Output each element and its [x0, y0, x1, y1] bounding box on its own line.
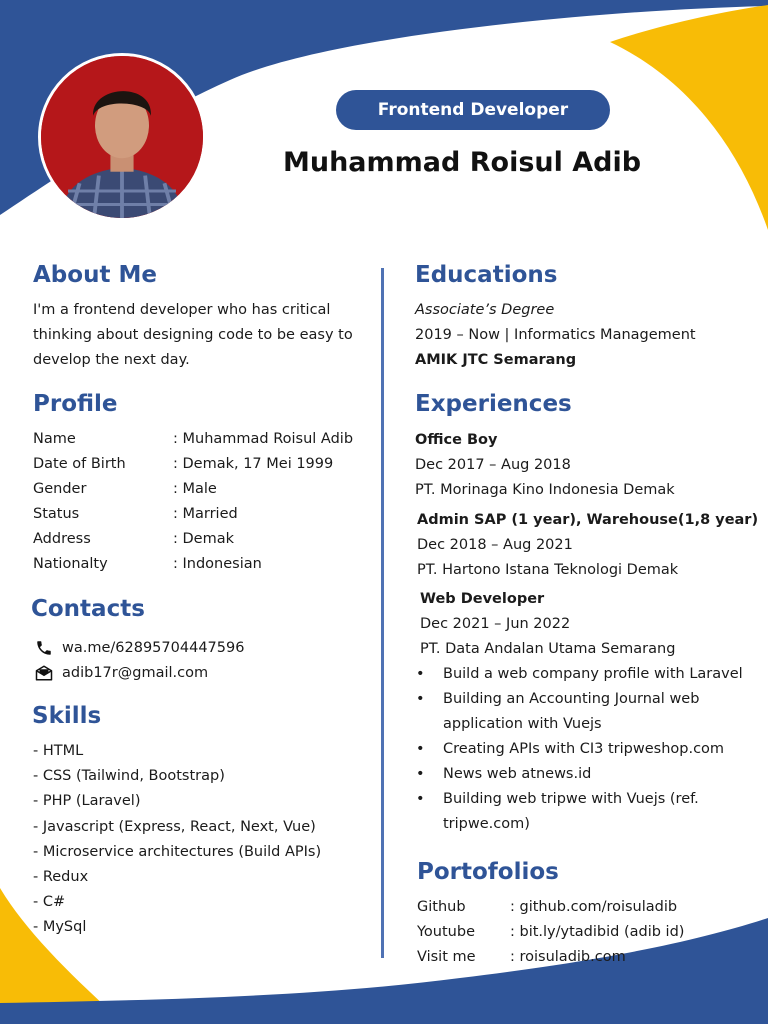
- bullet-item: [416, 662, 761, 687]
- profile-heading: Profile: [33, 391, 118, 417]
- contact-phone[interactable]: [33, 635, 244, 660]
- person-avatar-illustration: [41, 56, 203, 218]
- skill-item: - C#: [33, 894, 66, 911]
- job-company: PT. Hartono Istana Teknologi Demak: [417, 562, 679, 578]
- experience-job-2: [417, 508, 758, 583]
- profile-value: : Indonesian: [173, 556, 262, 572]
- portfolio-link[interactable]: : github.com/roisuladib: [510, 899, 678, 915]
- profile-row-address: [33, 527, 378, 552]
- portfolio-label: Visit me: [417, 949, 476, 965]
- skill-item: - MySql: [33, 919, 87, 936]
- bullet-dot: [416, 787, 443, 837]
- candidate-name: Muhammad Roisul Adib: [283, 147, 642, 178]
- about-heading: About Me: [33, 262, 157, 288]
- job-3-bullets: [416, 662, 761, 837]
- portfolios-table: [417, 895, 684, 970]
- bullet-dot: [416, 687, 443, 737]
- skills-list: [33, 739, 321, 941]
- bullet-item: [416, 787, 761, 837]
- job-period: Dec 2021 – Jun 2022: [420, 616, 571, 632]
- email-link[interactable]: adib17r@gmail.com: [62, 664, 209, 681]
- bullet-dot: [416, 737, 443, 762]
- profile-row-dob: [33, 452, 378, 477]
- job-role: Web Developer: [420, 591, 545, 607]
- bullet-text: Building web tripwe with Vuejs (ref. tripwe.com): [443, 791, 699, 832]
- job-company: PT. Data Andalan Utama Semarang: [420, 641, 676, 657]
- bullet-item: [416, 737, 761, 762]
- profile-value: : Muhammad Roisul Adib: [173, 431, 354, 447]
- profile-photo: [38, 53, 206, 221]
- bullet-text: News web atnews.id: [443, 766, 592, 782]
- portfolios-heading: Portofolios: [417, 859, 559, 885]
- phone-icon: [33, 638, 55, 658]
- education-heading: Educations: [415, 262, 558, 288]
- portfolio-row-youtube[interactable]: [417, 920, 684, 945]
- profile-value: : Demak: [173, 531, 234, 547]
- skill-item: - CSS (Tailwind, Bootstrap): [33, 768, 225, 785]
- contact-email[interactable]: [33, 660, 244, 685]
- column-divider: [381, 268, 384, 958]
- phone-link[interactable]: wa.me/62895704447596: [62, 639, 245, 656]
- role-badge: Frontend Developer: [336, 90, 610, 130]
- bullet-dot: [416, 662, 443, 687]
- job-role: Admin SAP (1 year), Warehouse(1,8 year): [417, 512, 759, 528]
- profile-value: : Male: [173, 481, 217, 497]
- portfolio-row-website[interactable]: [417, 945, 684, 970]
- experience-job-1: [415, 428, 675, 503]
- job-period: Dec 2018 – Aug 2021: [417, 537, 573, 553]
- profile-label: Date of Birth: [33, 456, 126, 472]
- job-company: PT. Morinaga Kino Indonesia Demak: [415, 482, 675, 498]
- skill-item: - Redux: [33, 868, 89, 885]
- bullet-item: [416, 687, 761, 737]
- profile-value: : Demak, 17 Mei 1999: [173, 456, 334, 472]
- email-icon: [33, 663, 55, 683]
- contacts-heading: Contacts: [31, 596, 145, 622]
- job-period: Dec 2017 – Aug 2018: [415, 457, 571, 473]
- bullet-text: Build a web company profile with Laravel: [443, 666, 743, 682]
- portfolio-link[interactable]: : bit.ly/ytadibid (adib id): [510, 924, 685, 940]
- portfolio-row-github[interactable]: [417, 895, 684, 920]
- skill-item: - Javascript (Express, React, Next, Vue): [33, 818, 316, 835]
- bullet-text: Building an Accounting Journal web application with Vuejs: [443, 691, 700, 732]
- experience-job-3: [420, 587, 765, 662]
- profile-row-name: [33, 427, 378, 452]
- about-text: I'm a frontend developer who has critical thinking about designing code to be easy to develop the next day.: [33, 302, 353, 368]
- profile-label: Nationalty: [33, 556, 108, 572]
- profile-value: : Married: [173, 506, 238, 522]
- profile-table: [33, 427, 378, 577]
- skill-item: - PHP (Laravel): [33, 793, 141, 810]
- contacts-list: [33, 635, 244, 685]
- education-block: [415, 298, 696, 373]
- profile-label: Address: [33, 531, 91, 547]
- skills-heading: Skills: [32, 703, 102, 729]
- education-school: AMIK JTC Semarang: [415, 352, 577, 368]
- bullet-dot: [416, 762, 443, 787]
- portfolio-label: Youtube: [417, 924, 475, 940]
- bullet-text: Creating APIs with CI3 tripweshop.com: [443, 741, 725, 757]
- skill-item: - Microservice architectures (Build APIs): [33, 843, 322, 860]
- profile-row-nationality: [33, 552, 378, 577]
- profile-label: Status: [33, 506, 80, 522]
- skill-item: - HTML: [33, 743, 84, 759]
- bullet-item: [416, 762, 761, 787]
- education-period: 2019 – Now | Informatics Management: [415, 327, 696, 343]
- portfolio-link[interactable]: : roisuladib.com: [510, 949, 626, 965]
- experiences-heading: Experiences: [415, 391, 572, 417]
- profile-label: Gender: [33, 481, 87, 497]
- education-degree: Associate’s Degree: [415, 302, 555, 318]
- job-role: Office Boy: [415, 432, 498, 448]
- profile-label: Name: [33, 431, 76, 447]
- portfolio-label: Github: [417, 899, 466, 915]
- profile-row-gender: [33, 477, 378, 502]
- profile-row-status: [33, 502, 378, 527]
- top-right-yellow-shape: [610, 5, 768, 230]
